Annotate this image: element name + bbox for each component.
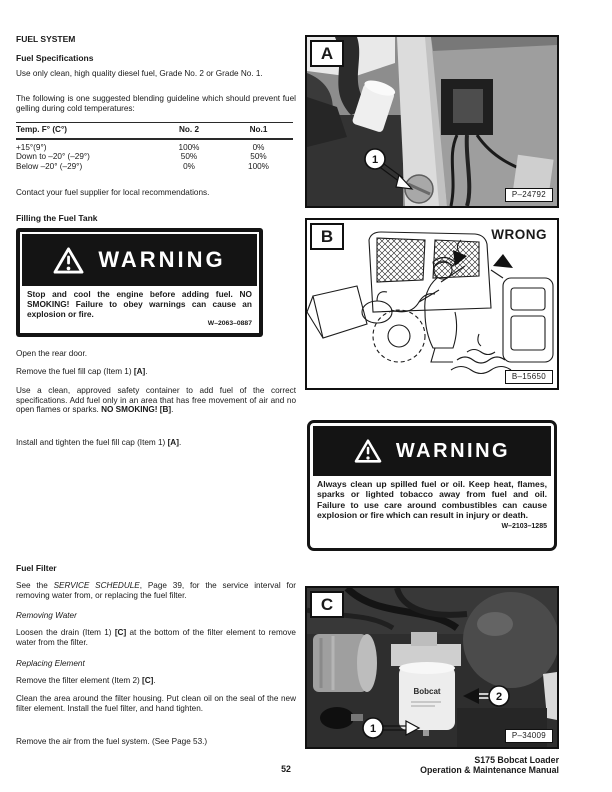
cell-temp: Down to –20° (–29°) [16,152,90,162]
text-segment: . [153,676,156,685]
table-row [16,162,293,172]
text-segment: Install and tighten the fuel fill cap (Item 1) [16,438,168,447]
paragraph-fuel-grade: Use only clean, high quality diesel fuel, Grade No. 2 or Grade No. 1. [16,69,263,78]
cell-no2: 100% [178,142,200,152]
page-number: 52 [281,764,291,774]
figure-b-photo-id: B–15650 [505,370,553,384]
figure-c-photo [307,588,557,747]
ref-a: [A] [167,438,179,447]
figure-a-photo-id: P–24792 [505,188,553,202]
ref-c: [C] [114,628,127,637]
cell-no1: 50% [250,152,267,162]
warning-text: Always clean up spilled fuel or oil. Keep heat, flames, sparks or lighted tobacco away from fuel and oil. Failure to use care around combustibles can cause explosion or fire which can result in injury or death. [317,479,547,521]
subheading-removing-water: Removing Water [16,611,77,620]
figure-c-label: C [310,591,344,618]
blending-table-header [16,122,293,140]
paragraph-service-schedule [16,581,296,600]
section-title: FUEL SYSTEM [16,34,76,44]
warning-body [22,286,257,331]
warning-text: Stop and cool the engine before adding fuel. NO SMOKING! Failure to obey warnings can cause an explosion or fire. [27,289,252,319]
text-segment: . [178,438,182,447]
footer-line-1: S175 Bobcat Loader [474,755,559,765]
text-segment: Remove the fuel fill cap (Item 1) [16,367,134,376]
heading-filling-fuel-tank: Filling the Fuel Tank [16,213,98,223]
paragraph-safety-container [16,386,296,415]
text-segment: . [145,367,148,376]
figure-b-drawing [307,220,557,388]
table-row [16,143,293,153]
paragraph-contact-supplier: Contact your fuel supplier for local recommendations. [16,188,210,197]
cell-no1: 100% [248,161,269,171]
col-header-no2: No. 2 [178,125,200,134]
ref-a: [A] [133,367,146,376]
heading-fuel-specifications: Fuel Specifications [16,53,94,63]
blending-table [16,122,293,171]
paragraph-remove-air: Remove the air from the fuel system. (See Page 53.) [16,737,208,746]
figure-b [305,218,559,390]
paragraph-remove-element [16,676,296,686]
figure-a-callout-1: 1 [371,154,379,166]
figure-a [305,35,559,208]
paragraph-remove-cap [16,367,296,377]
text-segment: Loosen the drain (Item 1) [16,628,115,637]
figure-c-photo-id: P–34009 [505,729,553,743]
warning-header [313,426,551,476]
col-header-temp: Temp. F° (C°) [16,125,67,134]
cell-no2: 50% [180,152,198,162]
figure-b-wrong-caption: WRONG [491,227,547,242]
figure-c-callout-1: 1 [369,723,377,735]
paragraph-clean-housing: Clean the area around the filter housing. Put clean oil on the seal of the new filter element. Install the fuel filter, and hand tighten. [16,694,296,713]
figure-c-artwork [307,588,557,747]
warning-code: W–2103–1285 [501,522,547,530]
col-header-no1: No.1 [249,125,268,134]
warning-title: WARNING [395,439,511,462]
warning-code: W–2063–0887 [207,320,252,327]
warning-triangle-icon [354,439,382,463]
text-segment: See the [16,581,54,590]
warning-body [313,476,551,532]
cell-temp: +15°(9°) [16,142,47,152]
subheading-replacing-element: Replacing Element [16,659,85,668]
figure-a-artwork [307,37,557,206]
figure-a-label: A [310,40,344,67]
figure-c-callout-2: 2 [495,691,503,703]
service-schedule-ref: SERVICE SCHEDULE [53,581,140,590]
no-smoking-ref-b: NO SMOKING! [B] [101,405,172,415]
warning-header [22,234,257,286]
heading-fuel-filter: Fuel Filter [16,563,57,573]
paragraph-loosen-drain [16,628,296,647]
cell-temp: Below –20° (–29°) [16,161,83,171]
warning-box-spilled-fuel [307,420,557,551]
text-segment: Use a clean, approved safety container to add fuel of the correct specifications. Add fuel only in an area that has free movement of air and no open flames or sparks. [16,386,296,415]
footer-manual-title [420,755,559,775]
cell-no1: 0% [252,142,265,152]
figure-c [305,586,559,749]
paragraph-open-door: Open the rear door. [16,349,88,358]
blending-table-body [16,140,293,172]
figure-b-label: B [310,223,344,250]
warning-box-inner [20,232,259,333]
ref-c: [C] [142,676,154,685]
warning-title: WARNING [98,247,226,272]
filter-brand-text: Bobcat [413,687,441,696]
footer-line-2: Operation & Maintenance Manual [420,765,559,775]
cell-no2: 0% [183,161,195,171]
paragraph-blending-guideline: The following is one suggested blending guideline which should prevent fuel gelling during cold temperatures: [16,94,296,113]
text-segment: Remove the filter element (Item 2) [16,676,143,685]
table-row [16,152,293,162]
text-segment: at the bottom of the filter element to remove water from the filter. [16,628,296,647]
text-segment: , Page 39, for the service interval for removing water from, or replacing the fuel filter. [16,581,296,600]
warning-triangle-icon [53,247,84,274]
figure-a-photo [307,37,557,206]
warning-box-fuel-tank [16,228,263,337]
paragraph-install-cap [16,438,296,448]
text-segment: . [171,405,174,415]
